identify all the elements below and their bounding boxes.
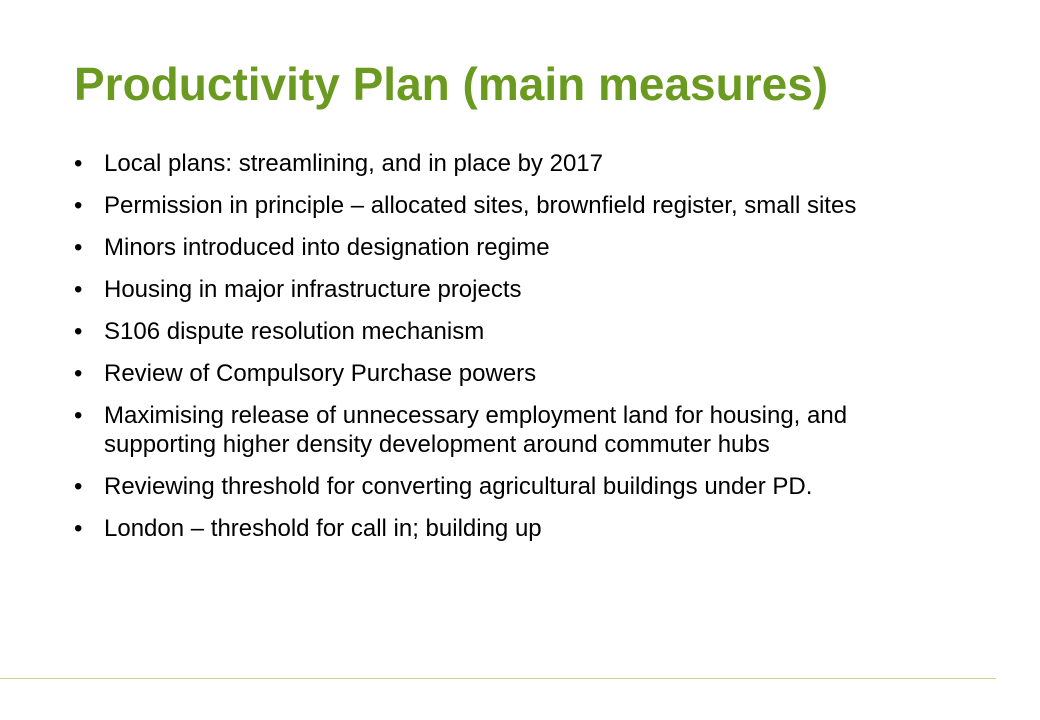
bullet-text: Minors introduced into designation regime: [104, 234, 550, 261]
bullet-item: [74, 275, 954, 304]
slide-title: Productivity Plan (main measures): [74, 58, 829, 110]
bullet-marker: •: [74, 318, 83, 345]
bullet-marker: •: [74, 473, 83, 500]
bottom-divider: [0, 678, 996, 679]
bullet-text: S106 dispute resolution mechanism: [104, 318, 485, 345]
bullet-text: Reviewing threshold for converting agricultural buildings under PD.: [104, 473, 813, 500]
bullet-list: [74, 149, 954, 556]
bullet-marker: •: [74, 515, 83, 542]
bullet-item: [74, 514, 954, 543]
bullet-item: [74, 401, 954, 459]
bullet-item: [74, 472, 954, 501]
bullet-marker: •: [74, 276, 83, 303]
bullet-text: London – threshold for call in; building up: [104, 515, 542, 542]
bullet-text: Review of Compulsory Purchase powers: [104, 360, 537, 387]
bullet-item: [74, 191, 954, 220]
bullet-marker: •: [74, 402, 83, 429]
bullet-item: [74, 359, 954, 388]
bullet-text: Permission in principle – allocated sites, brownfield register, small sites: [104, 192, 857, 219]
bullet-marker: •: [74, 360, 83, 387]
bullet-item: [74, 317, 954, 346]
bullet-text: Local plans: streamlining, and in place by 2017: [104, 150, 603, 177]
bullet-item: [74, 149, 954, 178]
bullet-marker: •: [74, 192, 83, 219]
bullet-marker: •: [74, 234, 83, 261]
bullet-marker: •: [74, 150, 83, 177]
bullet-text: Housing in major infrastructure projects: [104, 276, 522, 303]
bullet-item: [74, 233, 954, 262]
bullet-text: Maximising release of unnecessary employment land for housing, and supporting higher density development around commuter hubs: [104, 402, 848, 458]
